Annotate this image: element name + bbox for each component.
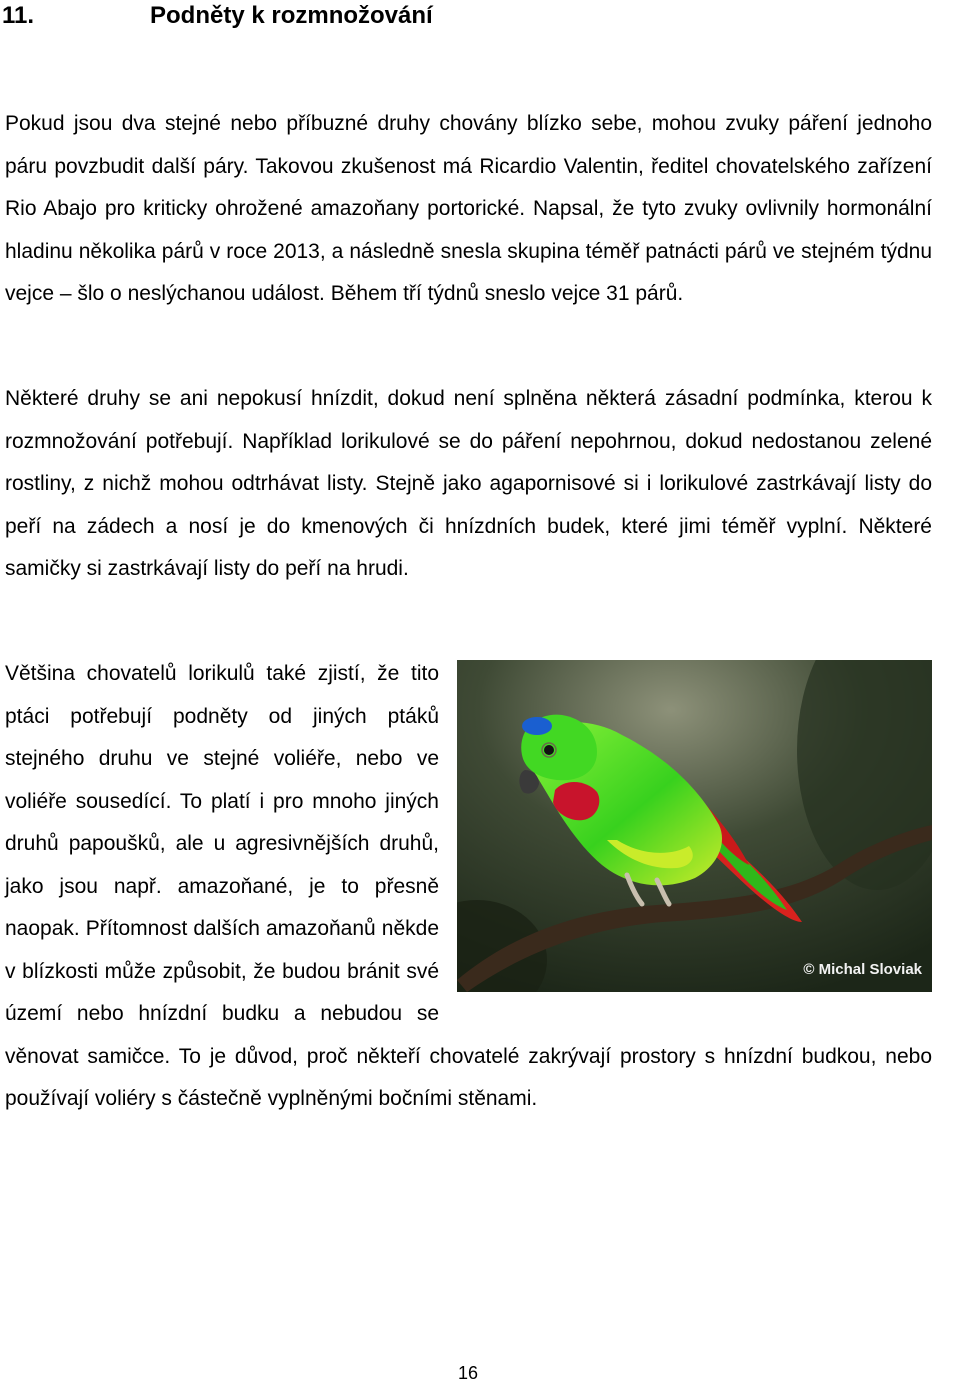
parrot-eye: [544, 745, 554, 755]
parrot-crown: [522, 717, 552, 735]
page-number: 16: [457, 1363, 479, 1383]
paragraph-social-stimuli: [5, 653, 932, 1121]
section-number: 11.: [2, 2, 35, 29]
paragraph-social-stimuli-text: Většina chovatelů lorikulů také zjistí, že tito ptáci potřebují podněty od jiných ptáků stejného druhu ve stejné voliéře, nebo ve voliéře sousedící. To platí i pro mnoho jiných druhů papoušků, ale u agresivnějších druhů, jako jsou např. amazoňané, je to přesně naopak. Přítomnost dalších amazoňanů někde v blízkosti může způsobit, že budou bránit své území nebo hnízdní budku a nebudou se věnovat samičce. To je důvod, proč někteří chovatelé zakrývají prostory s hnízdní budkou, nebo používají voliéry s částečně vyplněnými bočními stěnami.: [5, 662, 932, 1110]
photo-credit: © Michal Sloviak: [803, 961, 922, 978]
paragraph-nesting-conditions: Některé druhy se ani nepokusí hnízdit, dokud není splněna některá zásadní podmínka, kterou k rozmnožování potřebují. Například lorikulové se do páření nepohrnou, dokud nedostanou zelené rostliny, z nichž mohou odtrhávat listy. Stejně jako agapornisové si i lorikulové zastrkávají listy do peří na zádech a nosí je do kmenových či hnízdních budek, které jimi téměř vyplní. Některé samičky si zastrkávají listy do peří na hrudi.: [5, 387, 932, 580]
paragraph-breeding-sounds: Pokud jsou dva stejné nebo příbuzné druhy chovány blízko sebe, mohou zvuky páření jednoho páru povzbudit další páry. Takovou zkušenost má Ricardio Valentin, ředitel chovatelského zařízení Rio Abajo pro kriticky ohrožené amazoňany portorické. Napsal, že tyto zvuky ovlivnily hormonální hladinu několika párů v roce 2013, a následně snesla skupina téměř patnácti párů ve stejném týdnu vejce – šlo o neslýchanou událost. Během tří týdnů sneslo vejce 31 párů.: [5, 112, 932, 305]
section-title: Podněty k rozmnožování: [150, 2, 433, 29]
parrot-photo: [457, 660, 932, 992]
